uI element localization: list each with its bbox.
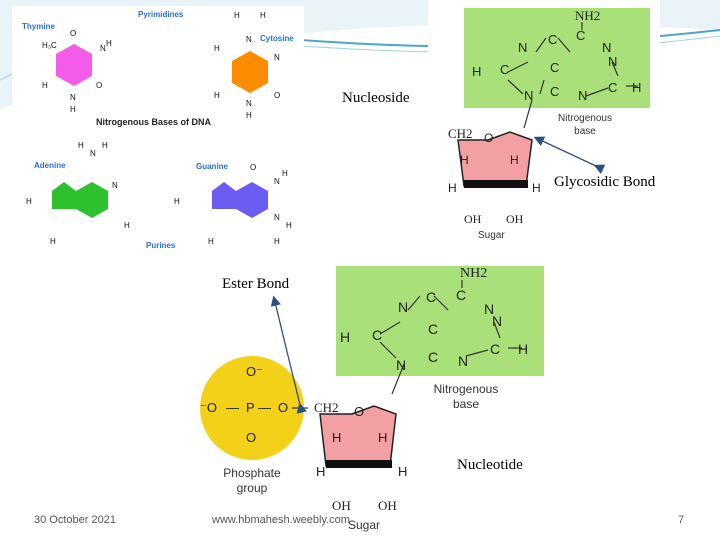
svg-text:H: H [124, 221, 130, 230]
svg-text:N: N [246, 35, 252, 44]
ester-bond-arrow [274, 298, 300, 405]
svg-text:H: H [472, 64, 482, 79]
svg-text:C: C [550, 84, 560, 99]
svg-text:H: H [234, 11, 240, 20]
svg-text:H: H [532, 181, 541, 195]
phosphate-group-label: Phosphate group [223, 466, 281, 495]
svg-text:C: C [456, 287, 467, 303]
svg-text:N: N [274, 213, 280, 222]
svg-text:O⁻: O⁻ [246, 364, 263, 379]
svg-text:C: C [490, 341, 501, 357]
svg-text:H: H [174, 197, 180, 206]
svg-text:O: O [250, 163, 257, 172]
svg-text:H: H [518, 341, 529, 357]
svg-text:N: N [458, 353, 469, 369]
svg-text:O: O [354, 404, 365, 419]
svg-text:H: H [106, 39, 112, 48]
nucleotide-oh-left: OH [332, 498, 351, 513]
footer-date: 30 October 2021 [34, 514, 116, 526]
ester-bond-label: Ester Bond [222, 276, 290, 292]
svg-text:N: N [70, 93, 76, 102]
svg-text:H: H [214, 91, 220, 100]
glycosidic-bond-arrow [536, 138, 596, 166]
svg-text:H: H [448, 181, 457, 195]
nucleotide-nh2: NH2 [460, 266, 488, 281]
svg-text:H: H [398, 464, 408, 479]
nucleoside-base-label: Nitrogenous base [558, 113, 612, 137]
svg-text:O: O [484, 131, 494, 145]
svg-text:C: C [372, 327, 383, 343]
svg-text:H: H [274, 237, 280, 246]
svg-text:H: H [632, 80, 642, 95]
svg-text:N: N [246, 99, 252, 108]
svg-text:C: C [550, 60, 560, 75]
glycosidic-bond-label: Glycosidic Bond [554, 174, 656, 190]
purines-label: Purines [146, 241, 176, 250]
svg-text:H: H [510, 153, 519, 167]
svg-text:C: C [428, 321, 439, 337]
svg-text:N: N [578, 88, 588, 103]
nucleoside-ch2: CH2 [448, 126, 473, 141]
svg-text:C: C [426, 289, 437, 305]
svg-text:H: H [78, 141, 84, 150]
svg-text:H: H [332, 430, 342, 445]
svg-text:N: N [90, 149, 96, 158]
svg-text:N: N [112, 181, 118, 190]
svg-text:H: H [246, 111, 252, 120]
nucleoside-sugar-label: Sugar [478, 230, 505, 241]
bases-caption: Nitrogenous Bases of DNA [96, 117, 212, 127]
adenine-label: Adenine [34, 161, 66, 170]
nucleotide-ch2: CH2 [314, 400, 339, 415]
svg-text:H: H [340, 329, 351, 345]
nucleoside-title: Nucleoside [342, 90, 410, 106]
nucleotide-sugar-label: Sugar [348, 518, 381, 532]
svg-text:O: O [96, 81, 103, 90]
svg-text:N: N [398, 299, 409, 315]
svg-text:N: N [484, 301, 495, 317]
cytosine-label: Cytosine [260, 34, 294, 43]
svg-text:H: H [102, 141, 108, 150]
svg-text:⁻O: ⁻O [200, 400, 217, 415]
svg-text:H: H [282, 169, 288, 178]
svg-text:C: C [608, 80, 618, 95]
nucleoside-oh-left: OH [464, 212, 482, 226]
thymine-label: Thymine [22, 22, 55, 31]
svg-text:N: N [396, 357, 407, 373]
svg-text:H: H [460, 153, 469, 167]
nucleotide-title: Nucleotide [457, 457, 523, 473]
footer-url: www.hbmahesh.weebly.com [212, 514, 350, 526]
svg-text:N: N [518, 40, 528, 55]
nucleoside-nh2: NH2 [575, 8, 601, 23]
svg-text:—: — [258, 400, 271, 415]
svg-text:O: O [278, 400, 289, 415]
svg-text:N: N [274, 53, 280, 62]
svg-text:H: H [260, 11, 266, 20]
svg-text:N: N [492, 313, 503, 329]
svg-text:C: C [548, 32, 558, 47]
svg-text:H: H [208, 237, 214, 246]
svg-text:O: O [274, 91, 281, 100]
svg-text:C: C [500, 62, 510, 77]
svg-text:C: C [428, 349, 439, 365]
svg-text:N: N [524, 88, 534, 103]
svg-text:H: H [42, 81, 48, 90]
pyrimidines-label: Pyrimidines [138, 10, 184, 19]
svg-text:N: N [274, 177, 280, 186]
svg-text:H: H [70, 105, 76, 114]
nucleotide-oh-right: OH [378, 498, 397, 513]
nucleoside-oh-right: OH [506, 212, 524, 226]
svg-text:N: N [100, 44, 106, 53]
guanine-label: Guanine [196, 162, 229, 171]
svg-text:P: P [246, 400, 255, 415]
page-number: 7 [678, 514, 685, 526]
svg-text:H: H [26, 197, 32, 206]
svg-text:O: O [70, 29, 77, 38]
svg-text:N: N [608, 54, 618, 69]
svg-text:H₃C: H₃C [42, 41, 57, 50]
svg-text:H: H [286, 221, 292, 230]
svg-text:H: H [316, 464, 326, 479]
svg-text:H: H [214, 44, 220, 53]
svg-text:H: H [378, 430, 388, 445]
nucleotide-base-label: Nitrogenous base [433, 382, 499, 411]
svg-text:H: H [50, 237, 56, 246]
svg-text:O: O [246, 430, 257, 445]
svg-text:—: — [226, 400, 239, 415]
svg-text:N: N [602, 40, 612, 55]
svg-text:C: C [576, 28, 586, 43]
